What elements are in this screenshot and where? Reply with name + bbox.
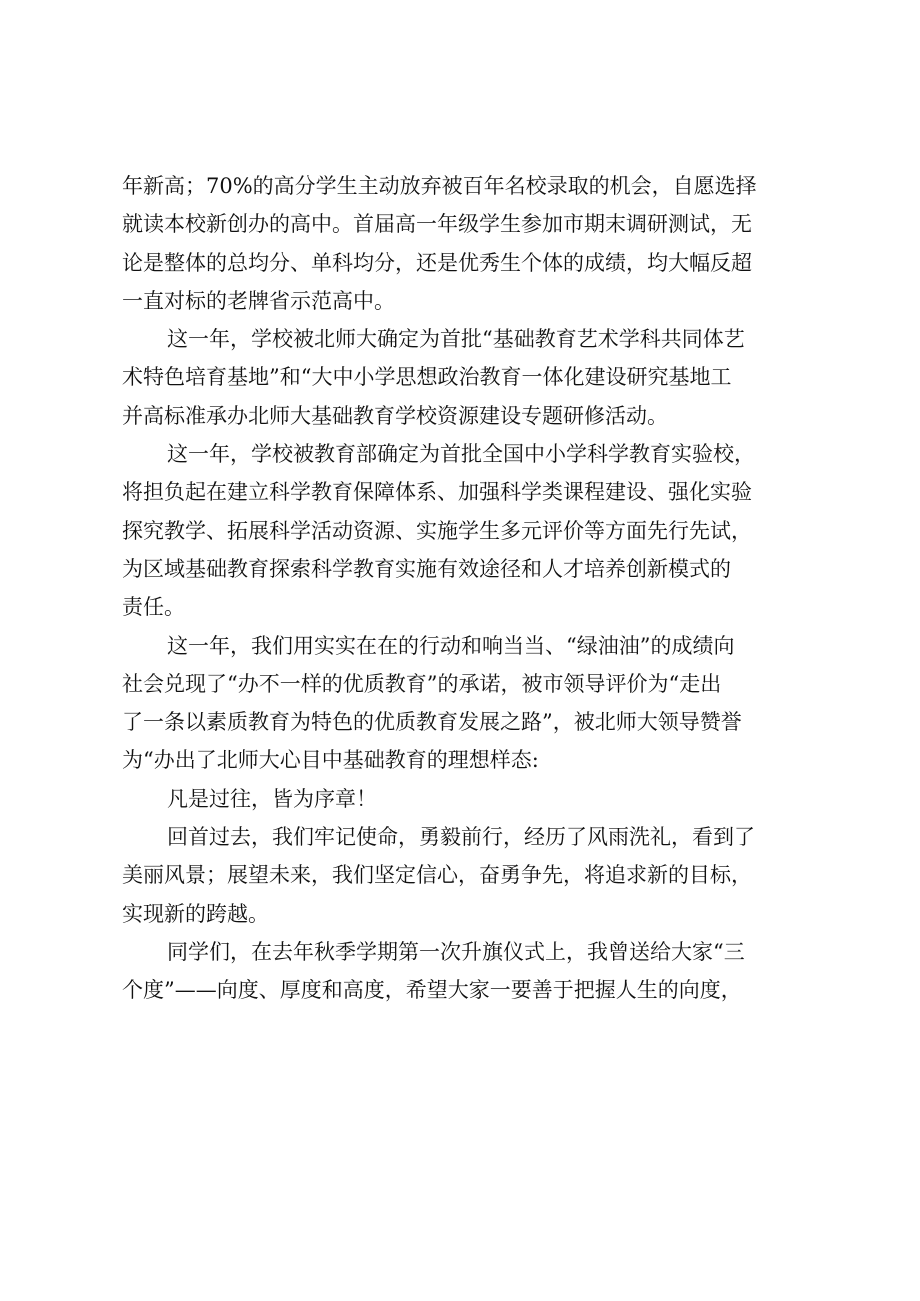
text-line: 责任。 — [122, 595, 185, 620]
text-line: 这一年，学校被教育部确定为首批全国中小学科学教育实验校， — [167, 442, 755, 467]
text-line: 回首过去，我们牢记使命，勇毅前行，经历了风雨洗礼，看到了 — [167, 825, 755, 850]
text-line: 为“办出了北师大心目中基础教育的理想样态: — [122, 748, 539, 773]
text-line: 并高标准承办北师大基础教育学校资源建设专题研修活动。 — [122, 403, 668, 428]
text-line: 将担负起在建立科学教育保障体系、加强科学类课程建设、强化实验 — [122, 480, 752, 505]
text-line: 论是整体的总均分、单科均分，还是优秀生个体的成绩，均大幅反超 — [122, 250, 752, 275]
text-line: 这一年，学校被北师大确定为首批“基础教育艺术学科共同体艺 — [167, 327, 745, 352]
text-line: 术特色培育基地”和“大中小学思想政治教育一体化建设研究基地工 — [122, 365, 732, 390]
text-line: 个度”——向度、厚度和高度，希望大家一要善于把握人生的向度， — [122, 978, 742, 1003]
text-line: 年新高；70%的高分学生主动放弃被百年名校录取的机会，自愿选择 — [122, 174, 757, 198]
text-line: 这一年，我们用实实在在的行动和响当当、“绿油油”的成绩向 — [167, 633, 735, 658]
document-body — [122, 167, 812, 1010]
text-line: 美丽风景；展望未来，我们坚定信心，奋勇争先，将追求新的目标， — [122, 863, 752, 888]
text-line: 就读本校新创办的高中。首届高一年级学生参加市期末调研测试，无 — [122, 212, 752, 237]
text-line: 实现新的跨越。 — [122, 901, 269, 926]
text-line: 了一条以素质教育为特色的优质教育发展之路”，被北师大领导赞誉 — [122, 710, 742, 735]
text-line: 同学们，在去年秋季学期第一次升旗仪式上，我曾送给大家“三 — [167, 939, 745, 964]
text-line: 凡是过往，皆为序章！ — [167, 786, 377, 811]
text-line: 探究教学、拓展科学活动资源、实施学生多元评价等方面先行先试， — [122, 518, 752, 543]
text-line: 为区域基础教育探索科学教育实施有效途径和人才培养创新模式的 — [122, 556, 731, 581]
text-line: 一直对标的老牌省示范高中。 — [122, 288, 395, 313]
text-line: 社会兑现了“办不一样的优质教育”的承诺，被市领导评价为“走出 — [122, 671, 722, 696]
